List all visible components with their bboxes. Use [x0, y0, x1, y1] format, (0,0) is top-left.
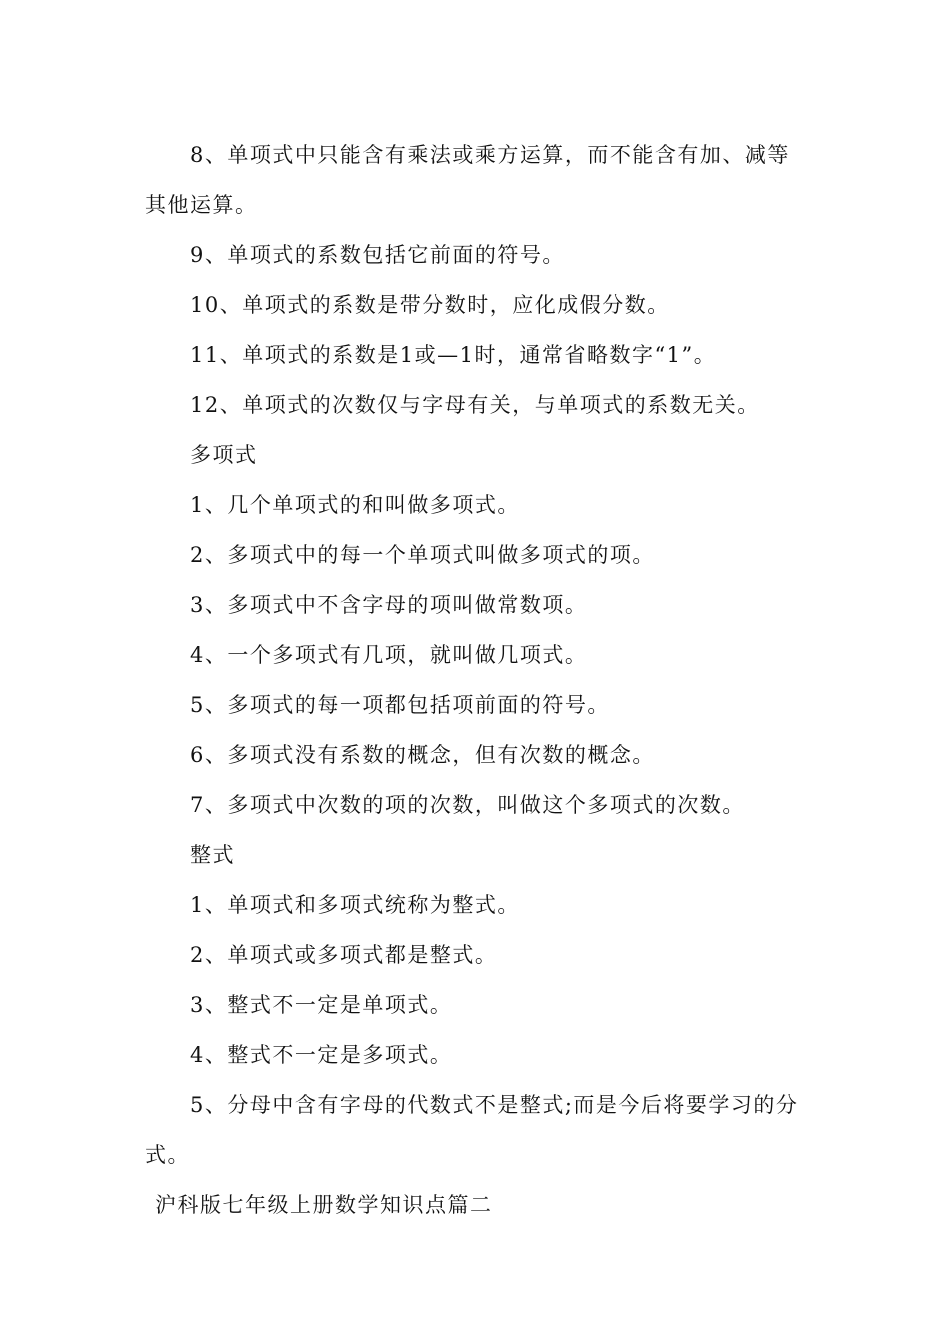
- paragraph-polynomial-3: 3、多项式中不含字母的项叫做常数项。: [190, 593, 588, 617]
- heading-polynomial: 多项式: [190, 443, 258, 467]
- paragraph-polynomial-2: 2、多项式中的每一个单项式叫做多项式的项。: [190, 543, 655, 567]
- paragraph-integral-4: 4、整式不一定是多项式。: [190, 1043, 453, 1067]
- section-title: 沪科版七年级上册数学知识点篇二: [155, 1193, 493, 1217]
- paragraph-monomial-8: 8、单项式中只能含有乘法或乘方运算，而不能含有加、减等其他运算。: [145, 143, 790, 217]
- document-body: [145, 130, 810, 1230]
- paragraph-monomial-9: 9、单项式的系数包括它前面的符号。: [190, 243, 565, 267]
- paragraph-integral-1: 1、单项式和多项式统称为整式。: [190, 893, 520, 917]
- paragraph-monomial-11: 11、单项式的系数是1或—1时，通常省略数字“1”。: [190, 343, 717, 367]
- heading-integral-expression: 整式: [190, 843, 235, 867]
- paragraph-integral-5: 5、分母中含有字母的代数式不是整式;而是今后将要学习的分式。: [145, 1093, 799, 1167]
- paragraph-integral-3: 3、整式不一定是单项式。: [190, 993, 453, 1017]
- paragraph-integral-2: 2、单项式或多项式都是整式。: [190, 943, 498, 967]
- paragraph-polynomial-7: 7、多项式中次数的项的次数，叫做这个多项式的次数。: [190, 793, 745, 817]
- paragraph-polynomial-6: 6、多项式没有系数的概念，但有次数的概念。: [190, 743, 655, 767]
- paragraph-polynomial-1: 1、几个单项式的和叫做多项式。: [190, 493, 520, 517]
- paragraph-monomial-10: 10、单项式的系数是带分数时，应化成假分数。: [190, 293, 670, 317]
- paragraph-polynomial-4: 4、一个多项式有几项，就叫做几项式。: [190, 643, 588, 667]
- paragraph-polynomial-5: 5、多项式的每一项都包括项前面的符号。: [190, 693, 610, 717]
- paragraph-monomial-12: 12、单项式的次数仅与字母有关，与单项式的系数无关。: [190, 393, 760, 417]
